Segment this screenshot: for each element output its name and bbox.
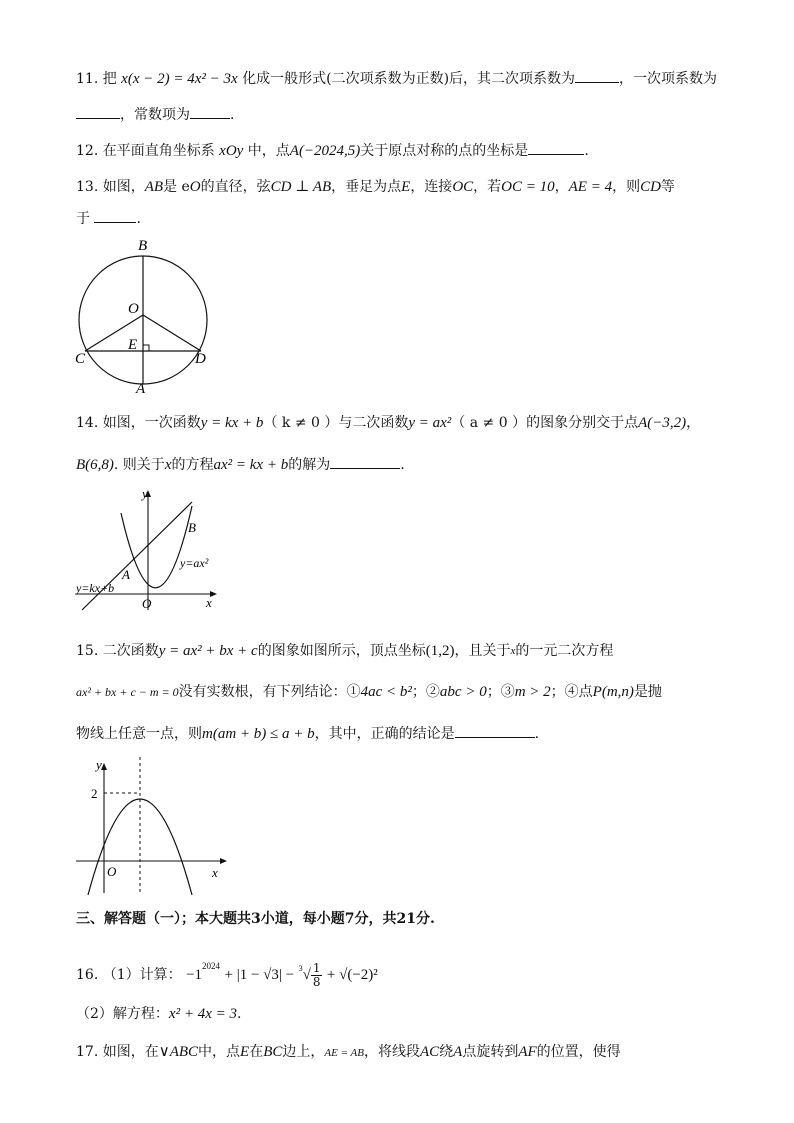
question-16-part2 — [76, 1004, 241, 1024]
label-d: D — [195, 351, 206, 367]
q15-text-f: 是抛 — [633, 684, 662, 700]
q14-point-b: B(6,8) — [76, 457, 114, 473]
label-two: 2 — [91, 786, 98, 801]
q14-linear: y = kx + b — [200, 415, 264, 431]
parabola-curve — [121, 506, 192, 588]
label-x: x — [206, 595, 212, 610]
q17-bc: BC — [263, 1044, 283, 1060]
x-arrow — [220, 858, 227, 864]
label-c: C — [75, 351, 86, 367]
q17-text-f: 绕 — [439, 1044, 454, 1060]
q16-term-3: + √(−2)² — [326, 967, 378, 983]
q17-text-g: 点旋转到 — [462, 1044, 519, 1060]
q13-cd: CD — [640, 179, 661, 195]
q12-system: xOy — [219, 143, 244, 159]
q15-function: y = ax² + bx + c — [158, 643, 258, 659]
segment-od — [143, 315, 201, 351]
q13-o: O — [189, 179, 201, 195]
q15-sep-2: ；③ — [486, 684, 515, 700]
q11-end: . — [230, 107, 235, 123]
q13-e: E — [401, 179, 411, 195]
q16-root-index: 3 — [298, 964, 303, 973]
q14-quadratic: y = ax² — [408, 415, 452, 431]
label-line: y=kx+b — [76, 581, 115, 595]
q15-text-c: ，且关于 — [454, 643, 511, 659]
q13-text-h: 等 — [660, 179, 675, 195]
q15-point-p: P(m,n) — [592, 684, 634, 700]
q15-conclusion-4: m(am + b) ≤ a + b — [202, 726, 315, 742]
q14-graph-figure — [74, 486, 224, 614]
q15-sep-1: ；② — [411, 684, 440, 700]
q15-conclusion-2: abc > 0 — [439, 684, 487, 700]
q14-text-d: 的解为 — [288, 457, 331, 473]
q14-x: x — [164, 457, 172, 473]
question-17 — [76, 1042, 621, 1063]
q15-end: . — [534, 726, 540, 742]
question-12 — [76, 140, 589, 161]
question-16 — [76, 950, 378, 989]
label-y: y — [96, 757, 102, 772]
question-15-line2 — [76, 682, 662, 702]
q11-number: 11. 把 — [76, 71, 117, 87]
label-b: B — [188, 520, 196, 535]
q15-equation: ax² + bx + c − m = 0 — [76, 685, 179, 699]
q14-point-a: A(−3,2) — [638, 415, 687, 431]
q13-text-f: ，若 — [473, 179, 502, 195]
label-a: A — [122, 567, 130, 582]
q17-text-h: 的位置，使得 — [536, 1044, 621, 1060]
q13-text-a: 13. 如图， — [76, 179, 145, 195]
q15-conclusion-1: 4ac < b² — [360, 684, 412, 700]
question-11-line2 — [76, 104, 234, 125]
q13-ab: AB — [144, 179, 164, 195]
q13-oc10: OC = 10 — [501, 179, 555, 195]
q12-point: A(−2024,5) — [289, 143, 361, 159]
q17-e: E — [240, 1044, 250, 1060]
q12-text: 12. 在平面直角坐标系 — [76, 143, 215, 159]
question-15 — [76, 641, 613, 661]
q14-text-c: 的方程 — [171, 457, 214, 473]
q13-text-e: ，连接 — [410, 179, 453, 195]
q13-cd-perp: CD ⊥ AB — [270, 179, 332, 195]
q14-end: . — [400, 457, 405, 473]
q13-oc: OC — [452, 179, 474, 195]
q15-blank[interactable] — [455, 723, 535, 738]
label-b: B — [138, 238, 148, 254]
q14-a-cond: （ a ≠ 0 ）的图象分别交于点 — [451, 415, 639, 431]
q12-text-2: 中，点 — [247, 143, 290, 159]
label-x: x — [212, 865, 218, 880]
section-3-heading: 三、解答题（一）；本大题共3小道，每小题7分，共21分. — [76, 911, 435, 927]
question-15-line3 — [76, 723, 539, 744]
q16-numerator: 1 — [312, 960, 321, 975]
label-a: A — [136, 381, 146, 397]
q15-text-b: 的图象如图所示，顶点坐标 — [257, 643, 426, 659]
question-14 — [76, 413, 700, 433]
q17-triangle: ∨ABC — [158, 1044, 199, 1060]
y-arrow — [101, 763, 107, 770]
q16-text-b: （2）解方程： — [76, 1006, 169, 1022]
label-o: O — [107, 864, 117, 879]
q17-af: AF — [518, 1044, 537, 1060]
q13-circle-figure — [70, 235, 220, 395]
q17-text-a: 17. 如图，在 — [76, 1044, 159, 1060]
label-o: O — [128, 301, 139, 317]
label-o: O — [142, 596, 152, 611]
q17-text-e: ，将线段 — [363, 1044, 420, 1060]
q11-text-2: ，一次项系数为 — [619, 71, 718, 87]
q13-comma: ， — [554, 179, 569, 195]
q12-end: . — [584, 143, 589, 159]
q14-text-a: 14. 如图，一次函数 — [76, 415, 201, 431]
question-11 — [76, 68, 717, 89]
q13-text-g: ，则 — [612, 179, 641, 195]
q15-parabola-figure — [74, 755, 234, 897]
q15-conclusion-3: m > 2 — [514, 684, 551, 700]
q17-text-d: 边上， — [282, 1044, 325, 1060]
q15-text-e: 没有实数根，有下列结论：① — [178, 684, 361, 700]
q11-blank-2[interactable] — [76, 104, 120, 119]
q13-text-yu: 于 — [76, 211, 90, 227]
q14-text-b: . 则关于 — [113, 457, 165, 473]
question-14-line2 — [76, 454, 405, 475]
q17-a: A — [453, 1044, 463, 1060]
q16-denominator: 8 — [312, 974, 321, 989]
q11-blank-3[interactable] — [190, 104, 230, 119]
question-13-line2 — [76, 208, 141, 229]
q16-exponent: 2024 — [202, 961, 221, 971]
q13-blank[interactable] — [94, 208, 136, 223]
q16-term-2: + |1 − √3| − — [224, 967, 295, 983]
q14-equation: ax² = kx + b — [213, 457, 289, 473]
q16-cube-root-sign: √ — [302, 967, 311, 983]
q15-text-d: 的一元二次方程 — [515, 643, 614, 659]
q16-term-1: −1 — [186, 967, 203, 983]
q12-blank[interactable] — [528, 140, 584, 155]
q13-end: . — [136, 211, 141, 227]
q15-sep-3: ；④点 — [550, 684, 593, 700]
q15-vertex: (1,2) — [425, 643, 455, 659]
q13-text-c: 的直径，弦 — [200, 179, 271, 195]
q11-text-3: ，常数项为 — [120, 107, 190, 123]
q15-text-a: 15. 二次函数 — [76, 643, 159, 659]
q11-text: 化成一般形式(二次项系数为正数)后，其二次项系数为 — [242, 71, 576, 87]
q14-k-cond: （ k ≠ 0 ）与二次函数 — [263, 415, 409, 431]
label-e: E — [128, 337, 138, 353]
q13-text-d: ，垂足为点 — [331, 179, 402, 195]
q17-text-b: 中，点 — [198, 1044, 241, 1060]
question-13 — [76, 177, 675, 197]
q16-end: . — [236, 1006, 242, 1022]
label-y: y — [142, 486, 148, 501]
q13-ae4: AE = 4 — [568, 179, 613, 195]
q13-text-b: 是 e — [163, 179, 190, 195]
q16-equation: x² + 4x = 3 — [168, 1006, 237, 1022]
label-curve: y=ax² — [180, 556, 209, 570]
q15-text-g: 物线上任意一点，则 — [76, 726, 202, 742]
q11-blank-1[interactable] — [575, 68, 619, 83]
q17-ae-ab: AE = AB — [324, 1047, 364, 1059]
q17-ac: AC — [419, 1044, 440, 1060]
q16-text-a: 16. （1）计算： — [76, 967, 182, 983]
q15-x: x — [510, 645, 516, 657]
q17-text-c: 在 — [249, 1044, 264, 1060]
q15-text-h: ，其中，正确的结论是 — [314, 726, 455, 742]
q14-blank[interactable] — [330, 454, 400, 469]
q12-text-3: 关于原点对称的点的坐标是 — [360, 143, 529, 159]
q14-comma: ， — [686, 415, 701, 431]
q16-fraction — [311, 962, 323, 989]
right-angle-mark — [143, 345, 149, 351]
q11-expression: x(x − 2) = 4x² − 3x — [121, 71, 238, 87]
